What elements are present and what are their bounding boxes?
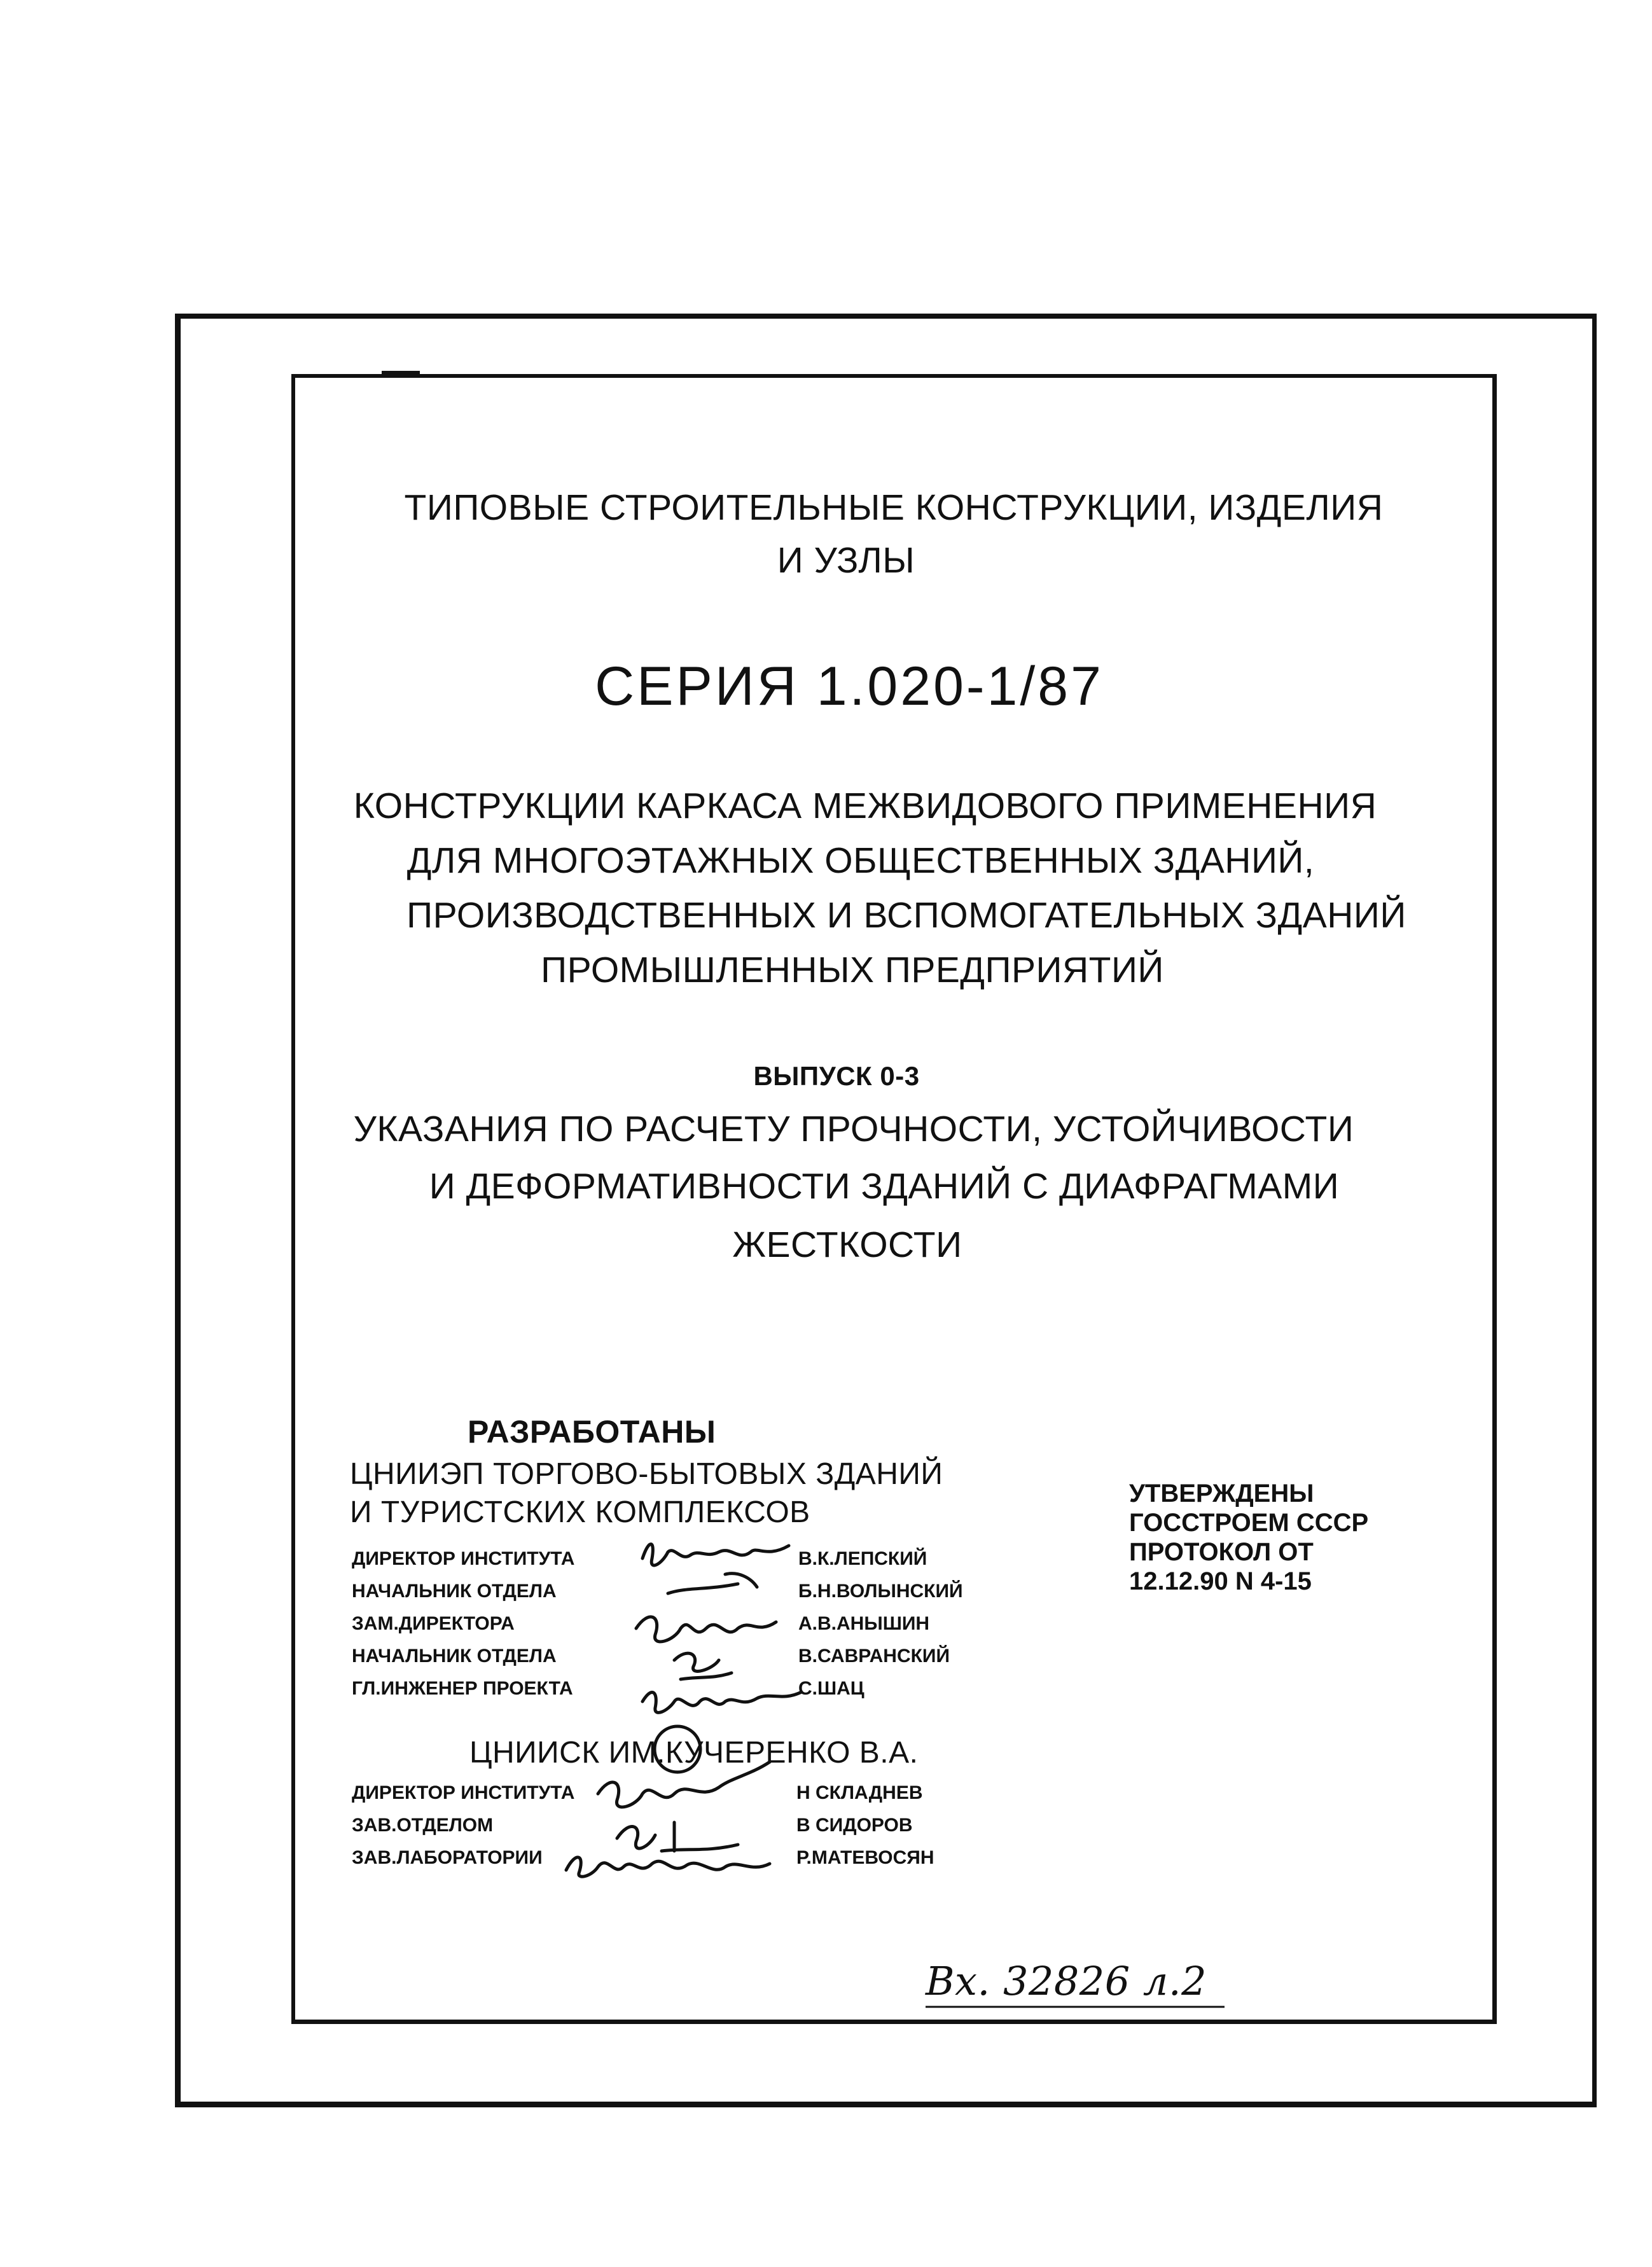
inventory-note: Вх. 32826 л.2 bbox=[926, 1958, 1207, 2004]
org1-name: С.ШАЦ bbox=[798, 1678, 864, 1699]
org1-name: Б.Н.ВОЛЫНСКИЙ bbox=[798, 1581, 963, 1602]
issue-title-line-2: И ДЕФОРМАТИВНОСТИ ЗДАНИЙ С ДИАФРАГМАМИ bbox=[429, 1166, 1340, 1207]
org1-name: В.САВРАНСКИЙ bbox=[798, 1646, 950, 1667]
title-line-3: ПРОИЗВОДСТВЕННЫХ И ВСПОМОГАТЕЛЬНЫХ ЗДАНИЙ bbox=[406, 895, 1406, 936]
title-line-4: ПРОМЫШЛЕННЫХ ПРЕДПРИЯТИЙ bbox=[541, 950, 1164, 990]
approval-line: ПРОТОКОЛ ОТ bbox=[1129, 1538, 1314, 1566]
inventory-underline bbox=[926, 2004, 1231, 2010]
org1-name: А.В.АНЫШИН bbox=[798, 1613, 930, 1634]
org1-line-1: ЦНИИЭП ТОРГОВО-БЫТОВЫХ ЗДАНИЙ bbox=[350, 1457, 943, 1491]
org1-role: НАЧАЛЬНИК ОТДЕЛА bbox=[352, 1646, 557, 1667]
org2-names bbox=[796, 1777, 934, 1874]
approval-line: УТВЕРЖДЕНЫ bbox=[1129, 1480, 1314, 1508]
org1-roles bbox=[352, 1543, 574, 1705]
issue-title-line-1: УКАЗАНИЯ ПО РАСЧЕТУ ПРОЧНОСТИ, УСТОЙЧИВОСТИ bbox=[353, 1109, 1354, 1149]
issue-title-line-3: ЖЕСТКОСТИ bbox=[732, 1224, 962, 1265]
org1-signatures bbox=[630, 1533, 814, 1724]
org2-role: ДИРЕКТОР ИНСТИТУТА bbox=[352, 1782, 575, 1803]
title-line-1: КОНСТРУКЦИИ КАРКАСА МЕЖВИДОВОГО ПРИМЕНЕНИЯ bbox=[353, 786, 1377, 826]
frame-tick bbox=[382, 371, 420, 375]
org1-name: В.К.ЛЕПСКИЙ bbox=[798, 1548, 927, 1569]
org2-signer: В СИДОРОВ bbox=[796, 1815, 913, 1836]
developers-heading: РАЗРАБОТАНЫ bbox=[468, 1414, 716, 1450]
org2-signer: Р.МАТЕВОСЯН bbox=[796, 1847, 934, 1868]
issue-number: ВЫПУСК 0-3 bbox=[753, 1061, 920, 1091]
org1-role: ЗАМ.ДИРЕКТОРА bbox=[352, 1613, 515, 1634]
org2-name: ЦНИИСК ИМ.КУЧЕРЕНКО В.А. bbox=[469, 1736, 919, 1770]
org2-roles bbox=[352, 1777, 574, 1874]
header-line-2: И УЗЛЫ bbox=[777, 540, 915, 581]
org1-role: ГЛ.ИНЖЕНЕР ПРОЕКТА bbox=[352, 1678, 573, 1699]
approval-line: ГОССТРОЕМ СССР bbox=[1129, 1509, 1369, 1537]
approval-line: 12.12.90 N 4-15 bbox=[1129, 1567, 1312, 1595]
org2-signer: Н СКЛАДНЕВ bbox=[796, 1782, 923, 1803]
org2-role: ЗАВ.ЛАБОРАТОРИИ bbox=[352, 1847, 543, 1868]
org2-role: ЗАВ.ОТДЕЛОМ bbox=[352, 1815, 494, 1836]
org1-names bbox=[798, 1543, 963, 1705]
org1-line-2: И ТУРИСТСКИХ КОМПЛЕКСОВ bbox=[350, 1495, 810, 1529]
header-line-1: ТИПОВЫЕ СТРОИТЕЛЬНЫЕ КОНСТРУКЦИИ, ИЗДЕЛИЯ bbox=[404, 487, 1384, 528]
org2-signatures bbox=[560, 1717, 802, 1883]
approval-block bbox=[1129, 1479, 1368, 1596]
title-line-2: ДЛЯ МНОГОЭТАЖНЫХ ОБЩЕСТВЕННЫХ ЗДАНИЙ, bbox=[406, 840, 1315, 881]
org1-role: ДИРЕКТОР ИНСТИТУТА bbox=[352, 1548, 575, 1569]
series-number: СЕРИЯ 1.020-1/87 bbox=[595, 656, 1104, 717]
org1-role: НАЧАЛЬНИК ОТДЕЛА bbox=[352, 1581, 557, 1602]
